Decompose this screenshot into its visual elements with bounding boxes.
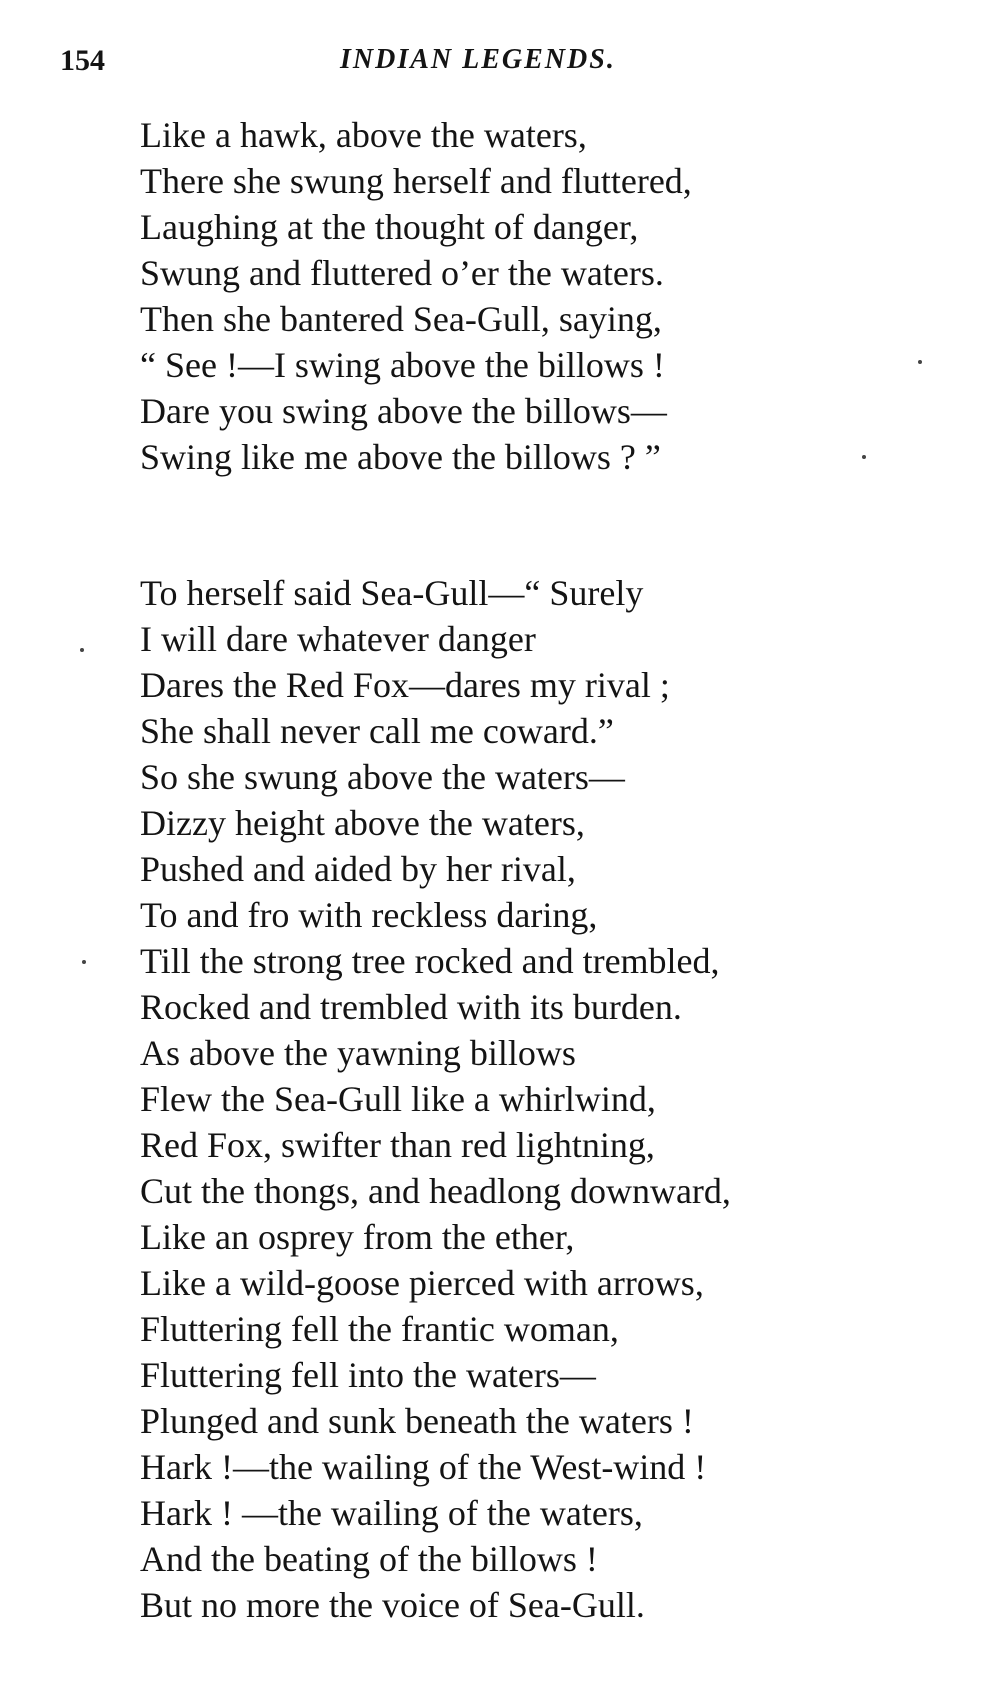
verse-line: Swing like me above the billows ? ” — [140, 437, 661, 477]
stanza — [140, 570, 960, 1628]
verse-line: Dares the Red Fox—dares my rival ; — [140, 665, 670, 705]
verse-line: Hark ! —the wailing of the waters, — [140, 1493, 643, 1533]
verse-line: As above the yawning billows — [140, 1033, 576, 1073]
verse-line: Hark !—the wailing of the West-wind ! — [140, 1447, 707, 1487]
verse-line: Till the strong tree rocked and trembled, — [140, 941, 720, 981]
scan-speck — [80, 648, 84, 652]
verse-line: Fluttering fell into the waters— — [140, 1355, 596, 1395]
verse-line: Pushed and aided by her rival, — [140, 849, 576, 889]
verse-line: To and fro with reckless daring, — [140, 895, 598, 935]
verse-line: Dare you swing above the billows— — [140, 391, 667, 431]
verse-line: She shall never call me coward.” — [140, 711, 614, 751]
page-header — [60, 36, 940, 86]
scan-speck — [82, 960, 86, 964]
verse-line: Swung and fluttered o’er the waters. — [140, 253, 664, 293]
verse-line: Plunged and sunk beneath the waters ! — [140, 1401, 694, 1441]
verse-line: Dizzy height above the waters, — [140, 803, 585, 843]
verse-line: Fluttering fell the frantic woman, — [140, 1309, 619, 1349]
stanza — [140, 112, 960, 480]
verse-line: So she swung above the waters— — [140, 757, 625, 797]
scan-speck — [862, 455, 866, 459]
verse-line: Flew the Sea-Gull like a whirlwind, — [140, 1079, 656, 1119]
running-head: INDIAN LEGENDS. — [340, 44, 616, 75]
verse-line: There she swung herself and fluttered, — [140, 161, 692, 201]
poem — [140, 112, 960, 1628]
page-number: 154 — [60, 44, 105, 77]
verse-line: Cut the thongs, and headlong downward, — [140, 1171, 731, 1211]
verse-line: Laughing at the thought of danger, — [140, 207, 639, 247]
verse-line: To herself said Sea-Gull—“ Surely — [140, 573, 644, 613]
scan-speck — [918, 360, 922, 364]
verse-line: But no more the voice of Sea-Gull. — [140, 1585, 645, 1625]
verse-line: Like a wild-goose pierced with arrows, — [140, 1263, 704, 1303]
verse-line: Then she bantered Sea-Gull, saying, — [140, 299, 662, 339]
verse-line: And the beating of the billows ! — [140, 1539, 598, 1579]
verse-line: Like a hawk, above the waters, — [140, 115, 587, 155]
verse-line: Red Fox, swifter than red lightning, — [140, 1125, 655, 1165]
verse-line: Like an osprey from the ether, — [140, 1217, 575, 1257]
verse-line: I will dare whatever danger — [140, 619, 536, 659]
verse-line: “ See !—I swing above the billows ! — [140, 345, 665, 385]
verse-line: Rocked and trembled with its burden. — [140, 987, 682, 1027]
